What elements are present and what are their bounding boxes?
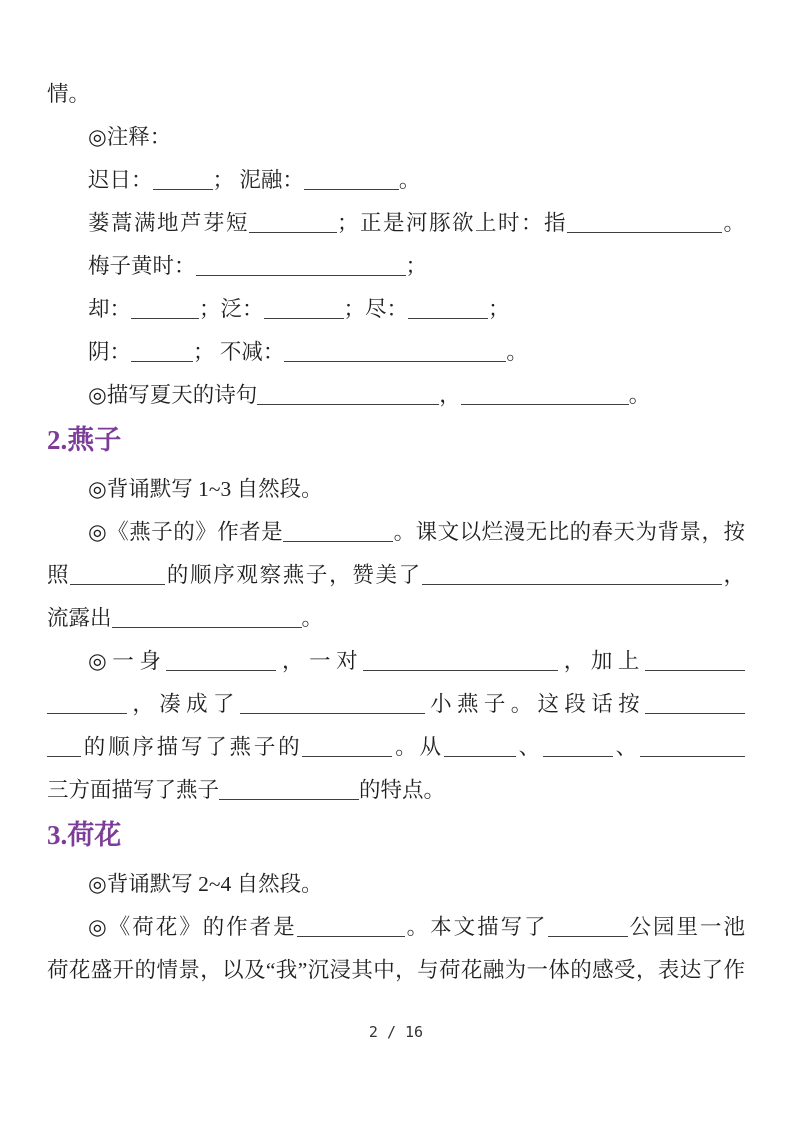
- text-run: ◎注释：: [88, 125, 172, 149]
- text-run: 、: [515, 735, 543, 759]
- text-run: ；泛：: [199, 297, 264, 321]
- text-line: [47, 949, 745, 992]
- text-run: 情。: [47, 82, 91, 106]
- text-run: 、: [612, 735, 640, 759]
- text-run: 的特点。: [359, 778, 446, 802]
- text-run: 的顺序观察燕子，赞美了: [165, 563, 422, 587]
- text-line: [47, 73, 745, 116]
- text-line: [47, 683, 745, 726]
- blank-field: [567, 229, 722, 233]
- text-run: ；: [405, 254, 428, 278]
- blank-field: [645, 710, 745, 714]
- text-run: ，: [439, 383, 461, 407]
- blank-field: [363, 667, 558, 671]
- text-line: [47, 331, 745, 374]
- text-run: ，加上: [558, 649, 645, 673]
- blank-field: [645, 667, 745, 671]
- text-run: 梅子黄时：: [88, 254, 196, 278]
- blank-field: [47, 710, 127, 714]
- text-run: 照: [47, 563, 71, 587]
- blank-field: [640, 753, 745, 757]
- text-run: 阴：: [88, 340, 132, 364]
- text-run: ； 不减：: [193, 340, 285, 364]
- text-run: ，一对: [276, 649, 364, 673]
- text-line: [47, 374, 745, 417]
- text-line: [47, 159, 745, 202]
- text-line: [47, 245, 745, 288]
- text-line: [47, 468, 745, 511]
- text-run: ；: [488, 297, 510, 321]
- text-line: [47, 202, 745, 245]
- blank-field: [284, 358, 506, 362]
- blank-field: [249, 229, 337, 233]
- text-line: [47, 511, 745, 554]
- text-line: [47, 863, 745, 906]
- text-run: 荷花盛开的情景，以及“我”沉浸其中，与荷花融为一体的感受，表达了作: [47, 958, 745, 982]
- text-run: 。从: [392, 735, 444, 759]
- text-run: ，凑成了: [127, 692, 240, 716]
- blank-field: [461, 401, 629, 405]
- text-run: ◎背诵默写 1~3 自然段。: [88, 477, 323, 501]
- blank-field: [47, 753, 81, 757]
- document-body: [47, 73, 745, 992]
- blank-field: [422, 581, 722, 585]
- text-line: [47, 288, 745, 331]
- blank-field: [444, 753, 516, 757]
- blank-field: [131, 358, 193, 362]
- text-line: [47, 116, 745, 159]
- text-run: 。: [398, 168, 421, 192]
- text-line: [47, 906, 745, 949]
- text-run: 。: [506, 340, 528, 364]
- blank-field: [70, 581, 165, 585]
- text-line: [47, 554, 745, 597]
- blank-field: [408, 315, 488, 319]
- text-run: 流露出: [47, 606, 112, 630]
- text-run: ◎一身: [88, 649, 167, 673]
- text-run: 公园里一池: [627, 915, 745, 939]
- blank-field: [264, 315, 344, 319]
- text-line: [47, 640, 745, 683]
- text-run: 的顺序描写了燕子的: [81, 735, 303, 759]
- text-run: ； 泥融：: [212, 168, 304, 192]
- text-run: 。: [721, 211, 745, 235]
- blank-field: [153, 186, 213, 190]
- blank-field: [548, 933, 628, 937]
- text-run: ◎描写夏天的诗句: [88, 383, 258, 407]
- text-run: 。: [628, 383, 651, 407]
- section-heading: 2.燕子: [47, 425, 122, 455]
- blank-field: [112, 624, 302, 628]
- blank-field: [304, 186, 399, 190]
- text-run: 三方面描写了燕子: [47, 778, 220, 802]
- blank-field: [166, 667, 276, 671]
- blank-field: [302, 753, 392, 757]
- text-run: ；正是河豚欲上时：指: [336, 211, 567, 235]
- text-run: ◎《荷花》的作者是: [88, 915, 297, 939]
- text-run: 蒌蒿满地芦芽短: [88, 211, 249, 235]
- text-line: [47, 769, 745, 812]
- text-run: ；尽：: [343, 297, 409, 321]
- blank-field: [257, 401, 439, 405]
- text-run: 。: [301, 606, 324, 630]
- text-run: ◎背诵默写 2~4 自然段。: [88, 872, 323, 896]
- text-run: ◎《燕子的》作者是: [88, 520, 284, 544]
- blank-field: [240, 710, 425, 714]
- text-run: 迟日：: [88, 168, 153, 192]
- text-line: [47, 726, 745, 769]
- section-heading: 3.荷花: [47, 820, 122, 850]
- text-run: 。课文以烂漫无比的春天为背景，按: [393, 520, 745, 544]
- blank-field: [297, 933, 405, 937]
- text-run: 却：: [88, 297, 132, 321]
- text-run: ，: [721, 563, 745, 587]
- blank-field: [196, 272, 406, 276]
- blank-field: [543, 753, 613, 757]
- page-indicator: 2 / 16: [368, 1023, 424, 1041]
- blank-field: [219, 796, 359, 800]
- text-run: 。本文描写了: [404, 915, 548, 939]
- blank-field: [283, 538, 393, 542]
- blank-field: [131, 315, 199, 319]
- text-run: 小燕子。这段话按: [424, 692, 645, 716]
- text-line: [47, 597, 745, 640]
